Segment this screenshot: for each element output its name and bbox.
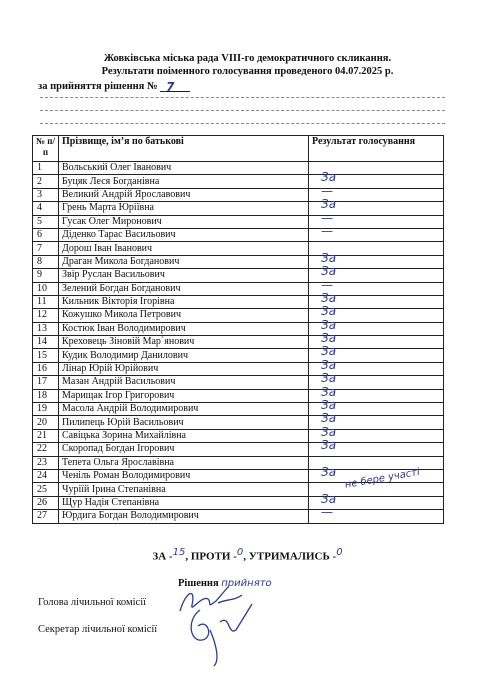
vote-mark: За	[321, 170, 337, 185]
za-value: 15	[172, 547, 186, 558]
table-row	[33, 162, 444, 175]
table-row	[33, 362, 444, 375]
deputy-name: Кильник Вікторія Ігорівна	[59, 295, 309, 308]
deputy-name: Вольський Олег Іванович	[59, 162, 309, 175]
deputy-name: Костюк Іван Володимирович	[59, 322, 309, 335]
decision-number-field	[160, 80, 190, 92]
deputy-name: Звір Руслан Васильович	[59, 269, 309, 282]
table-row	[33, 242, 444, 255]
row-number: 24	[33, 469, 59, 482]
utr-label: , УТРИМАЛИСЬ -	[243, 550, 337, 563]
vote-mark: —	[321, 277, 333, 292]
row-number: 1	[33, 162, 59, 175]
vote-mark: За	[321, 290, 337, 305]
decision-value: прийнято	[221, 578, 272, 589]
vote-mark: —	[321, 505, 333, 520]
vote-mark: За	[321, 317, 337, 332]
table-row	[33, 282, 444, 295]
vote-mark: За	[321, 357, 337, 372]
table-row	[33, 510, 444, 523]
table-row	[33, 349, 444, 362]
deputy-name: Савіцька Зорина Михайлівна	[59, 429, 309, 442]
deputy-name: Діденко Тарас Васильович	[59, 228, 309, 241]
deputy-name: Зелений Богдан Богданович	[59, 282, 309, 295]
row-number: 19	[33, 403, 59, 416]
row-number: 12	[33, 309, 59, 322]
deputy-name: Масола Андрій Володимирович	[59, 403, 309, 416]
vote-mark: За	[321, 371, 337, 386]
deputy-name: Мазан Андрій Васильович	[59, 376, 309, 389]
table-row	[33, 496, 444, 509]
vote-mark: —	[321, 210, 333, 225]
table-header-row	[33, 136, 444, 162]
ruled-line	[40, 97, 445, 98]
vote-mark: За	[321, 464, 337, 479]
vote-mark: За	[321, 250, 337, 265]
table-row	[33, 269, 444, 282]
vote-mark: —	[321, 183, 333, 198]
deputy-name: Щур Надія Степанівна	[59, 496, 309, 509]
vote-mark: За	[321, 264, 337, 279]
row-number: 26	[33, 496, 59, 509]
vote-mark: За	[321, 344, 337, 359]
row-number: 16	[33, 362, 59, 375]
deputy-name: Скоропад Богдан Ігорович	[59, 443, 309, 456]
row-number: 3	[33, 188, 59, 201]
za-label: ЗА -	[152, 550, 173, 563]
header-number: № п/п	[33, 136, 59, 162]
vote-mark: За	[321, 197, 337, 212]
vote-mark: —	[321, 223, 333, 238]
row-number: 22	[33, 443, 59, 456]
vote-mark: За	[321, 491, 337, 506]
table-row	[33, 456, 444, 469]
vote-mark: За	[321, 424, 337, 439]
row-number: 5	[33, 215, 59, 228]
row-number: 2	[33, 175, 59, 188]
handwritten-note: не бере участі	[344, 466, 421, 491]
chair-label: Голова лічильної комісії	[38, 597, 147, 608]
table-row	[33, 215, 444, 228]
secretary-signature	[180, 600, 260, 670]
row-number: 9	[33, 269, 59, 282]
proty-label: , ПРОТИ -	[185, 550, 237, 563]
row-number: 18	[33, 389, 59, 402]
vote-mark: За	[321, 398, 337, 413]
vote-result	[309, 438, 444, 456]
ruled-line	[40, 123, 445, 124]
deputy-name: Пилипець Юрій Васильович	[59, 416, 309, 429]
vote-result	[309, 505, 444, 523]
deputy-name: Лінар Юрій Юрійович	[59, 362, 309, 375]
table-row	[33, 309, 444, 322]
row-number: 14	[33, 336, 59, 349]
deputy-name: Дорош Іван Іванович	[59, 242, 309, 255]
row-number: 7	[33, 242, 59, 255]
table-row	[33, 322, 444, 335]
secretary-label: Секретар лічильної комісії	[38, 624, 158, 635]
row-number: 6	[33, 228, 59, 241]
row-number: 11	[33, 295, 59, 308]
vote-mark: За	[321, 411, 337, 426]
deputy-name: Кожушко Микола Петрович	[59, 309, 309, 322]
table-row	[33, 389, 444, 402]
table-row	[33, 336, 444, 349]
table-row	[33, 202, 444, 215]
table-row	[33, 295, 444, 308]
row-number: 21	[33, 429, 59, 442]
row-number: 10	[33, 282, 59, 295]
deputy-name: Буцяк Леся Богданівна	[59, 175, 309, 188]
deputy-name: Грень Марта Юріївна	[59, 202, 309, 215]
deputy-name: Креховець Зіновій Мар`янович	[59, 336, 309, 349]
row-number: 23	[33, 456, 59, 469]
table-row	[33, 403, 444, 416]
utr-value: 0	[336, 547, 343, 558]
deputy-name: Драган Микола Богданович	[59, 255, 309, 268]
table-row	[33, 228, 444, 241]
deputy-name: Марищак Ігор Григорович	[59, 389, 309, 402]
deputy-name: Ченіль Роман Володимирович	[59, 469, 309, 482]
deputy-name: Юрдига Богдан Володимирович	[59, 510, 309, 523]
row-number: 20	[33, 416, 59, 429]
vote-tally	[0, 547, 495, 563]
decision-number: 7	[166, 80, 175, 94]
deputy-name: Гусак Олег Миронович	[59, 215, 309, 228]
proty-value: 0	[236, 547, 244, 558]
table-row	[33, 483, 444, 496]
vote-mark: За	[321, 331, 337, 346]
vote-result	[309, 223, 444, 241]
deputy-name: Великий Андрій Ярославович	[59, 188, 309, 201]
vote-mark: За	[321, 304, 337, 319]
decision-label: Рішення	[178, 578, 219, 589]
row-number: 17	[33, 376, 59, 389]
vote-mark: За	[321, 438, 337, 453]
table-row	[33, 443, 444, 456]
table-row	[33, 416, 444, 429]
row-number: 25	[33, 483, 59, 496]
row-number: 27	[33, 510, 59, 523]
table-row	[33, 376, 444, 389]
document-title: Жовківська міська рада VIII-го демократичного скликання.	[103, 53, 392, 64]
vote-mark: За	[321, 384, 337, 399]
decision-number-line	[38, 80, 190, 92]
row-number: 15	[33, 349, 59, 362]
table-row	[33, 188, 444, 201]
decision-prefix: за прийняття рішення №	[38, 81, 158, 92]
deputy-name: Кудик Володимир Данилович	[59, 349, 309, 362]
header-result: Результат голосування	[309, 136, 444, 162]
deputy-name: Тепета Ольга Ярославівна	[59, 456, 309, 469]
header-name: Прізвище, ім’я по батькові	[59, 136, 309, 162]
deputy-name: Чуріїй Ірина Степанівна	[59, 483, 309, 496]
table-row	[33, 429, 444, 442]
voting-table	[32, 135, 444, 524]
row-number: 13	[33, 322, 59, 335]
document-subtitle: Результати поіменного голосування проведеного 04.07.2025 р.	[101, 66, 394, 77]
table-row	[33, 255, 444, 268]
row-number: 8	[33, 255, 59, 268]
row-number: 4	[33, 202, 59, 215]
table-row	[33, 175, 444, 188]
ruled-line	[40, 110, 445, 111]
